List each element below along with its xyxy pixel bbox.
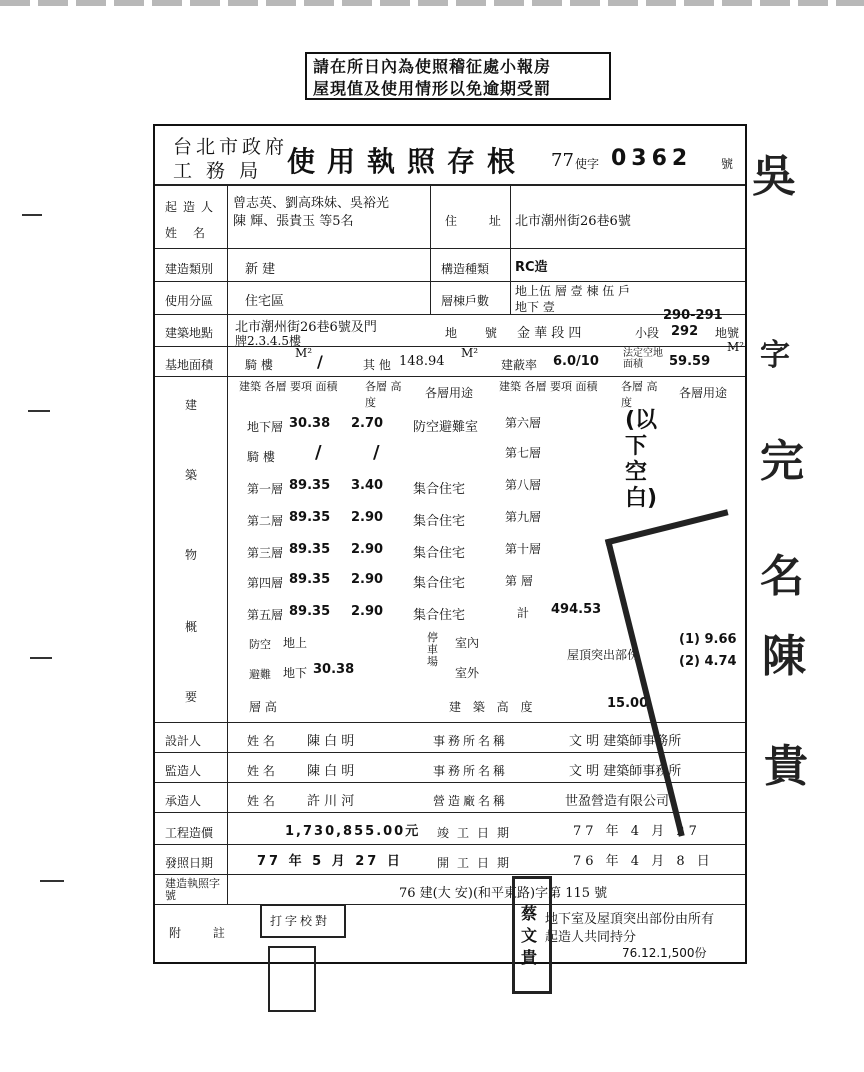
margin-tick bbox=[28, 410, 50, 412]
floor-area: 30.38 bbox=[289, 416, 331, 431]
designer-office-label: 事務所名稱 bbox=[433, 734, 509, 748]
margin-tick bbox=[22, 214, 42, 216]
lot-small-label: 小段 bbox=[635, 326, 660, 340]
contractor-company: 世盈營造有限公司 bbox=[565, 794, 670, 809]
building-height-label: 建 築 高 度 bbox=[449, 700, 537, 714]
floor-label-right: 第六層 bbox=[505, 416, 542, 430]
lot-section: 金 華 段 四 bbox=[517, 326, 582, 341]
m2-unit: M² bbox=[727, 340, 745, 354]
roof-value-2: (2) 4.74 bbox=[679, 654, 737, 669]
supervisor-label: 監造人 bbox=[165, 764, 202, 778]
col-head-height: 各層 高度 bbox=[365, 380, 402, 409]
shelter-below: 地下 bbox=[283, 666, 308, 680]
zone-label: 使用分區 bbox=[165, 294, 214, 308]
remark-line-1: 地下室及屋頂突出部份由所有 bbox=[545, 912, 715, 927]
legal-label: 法定空地面積 bbox=[623, 348, 663, 370]
m2-unit: M² bbox=[295, 346, 313, 360]
cost-label: 工程造價 bbox=[165, 826, 214, 840]
blank-note: (以下空白) bbox=[625, 408, 658, 511]
floor-use: 集合住宅 bbox=[413, 608, 466, 623]
floor-label: 第五層 bbox=[247, 608, 284, 622]
m2-unit: M² bbox=[461, 346, 479, 360]
parking-in: 室內 bbox=[455, 636, 480, 650]
official-seal-name: 蔡文貴 bbox=[521, 904, 538, 967]
seal-stamp bbox=[268, 946, 316, 1012]
address-value: 北市潮州街26巷6號 bbox=[515, 214, 631, 229]
floor-use: 防空避難室 bbox=[413, 420, 479, 435]
floor-label: 騎 樓 bbox=[247, 450, 275, 464]
floors-label: 層棟戶數 bbox=[441, 294, 490, 308]
permit-label: 建造執照字號 bbox=[165, 877, 220, 902]
floor-height: / bbox=[373, 442, 380, 463]
section-char: 建 bbox=[185, 398, 198, 412]
legal-value: 59.59 bbox=[669, 354, 711, 369]
designer-name-label: 姓 名 bbox=[247, 734, 275, 748]
scan-top-edge bbox=[0, 0, 864, 6]
floor-label: 地下層 bbox=[247, 420, 284, 434]
floor-label: 第三層 bbox=[247, 546, 284, 560]
structure-label: 構造種類 bbox=[441, 262, 490, 276]
floor-label-right: 第九層 bbox=[505, 510, 542, 524]
contractor-label: 承造人 bbox=[165, 794, 202, 808]
notice-box bbox=[305, 52, 611, 100]
designer-office: 文 明 建築師事務所 bbox=[569, 734, 682, 749]
floor-height: 2.90 bbox=[351, 604, 384, 619]
org-line-2: 工 務 局 bbox=[173, 160, 263, 182]
remark-label: 附 註 bbox=[169, 926, 239, 940]
total-label: 計 bbox=[517, 606, 530, 620]
lot-number-1: 290-291 bbox=[663, 308, 723, 323]
other-value: 148.94 bbox=[399, 354, 445, 369]
supervisor-name: 陳 白 明 bbox=[307, 764, 355, 779]
official-seal bbox=[512, 876, 552, 994]
contractor-co-label: 營造廠名稱 bbox=[433, 794, 509, 808]
floor-label-right: 第八層 bbox=[505, 478, 542, 492]
contractor-name: 許 川 河 bbox=[307, 794, 355, 809]
org-line-1: 台北市政府 bbox=[173, 136, 289, 158]
floor-area: 89.35 bbox=[289, 572, 331, 587]
col-head-use: 各層用途 bbox=[425, 386, 474, 400]
area-label: 基地面積 bbox=[165, 358, 214, 372]
section-char: 要 bbox=[185, 690, 198, 704]
floor-label: 第二層 bbox=[247, 514, 284, 528]
building-height-value: 15.00 bbox=[607, 696, 649, 711]
floor-height: 2.70 bbox=[351, 416, 384, 431]
applicant-names-1: 曾志英、劉高珠妹、吳裕光 bbox=[233, 196, 390, 211]
build-type-value: 新 建 bbox=[245, 262, 276, 277]
col-head-height-right: 各層 高度 bbox=[621, 380, 658, 409]
roof-label: 屋頂突出部份 bbox=[567, 648, 640, 662]
shelter-label: 防空避難 bbox=[249, 638, 271, 681]
applicant-name-label: 姓名 bbox=[165, 226, 222, 240]
side-char: 吳 bbox=[752, 151, 796, 202]
issue-date: 77 年 5 月 27 日 bbox=[257, 854, 403, 869]
section-char: 概 bbox=[185, 620, 198, 634]
completion-date: 77 年 4 月 27 bbox=[573, 824, 701, 839]
margin-tick bbox=[30, 657, 52, 659]
applicant-names-2: 陳 輝、張貴玉 等5名 bbox=[233, 214, 354, 229]
print-run: 76.12.1,500份 bbox=[622, 946, 707, 960]
permit-zi: 使字 bbox=[575, 157, 600, 171]
completion-label: 竣工日期 bbox=[437, 826, 518, 840]
col-head-area: 建築 各層 要項 面積 bbox=[239, 380, 338, 393]
permit-hao: 號 bbox=[721, 157, 734, 171]
start-label: 開工日期 bbox=[437, 856, 518, 870]
section-char: 築 bbox=[185, 468, 198, 482]
permit-value: 76 建(大 安)(和平東路)字第 115 號 bbox=[399, 886, 608, 901]
ratio-label: 建蔽率 bbox=[501, 358, 538, 372]
ratio-value: 6.0/10 bbox=[553, 354, 599, 369]
site-line-2: 牌2.3.4.5樓 bbox=[235, 334, 301, 348]
start-date: 76 年 4 月 8 日 bbox=[573, 854, 714, 869]
permit-number: 0362 bbox=[611, 146, 693, 171]
floor-use: 集合住宅 bbox=[413, 482, 466, 497]
side-char: 名 bbox=[760, 551, 804, 602]
floor-use: 集合住宅 bbox=[413, 514, 466, 529]
structure-value: RC造 bbox=[515, 260, 548, 275]
side-char: 完 bbox=[760, 436, 804, 487]
storey-height-label: 層 高 bbox=[249, 700, 277, 714]
other-label: 其 他 bbox=[363, 358, 391, 372]
floors-line-2: 地下 壹 bbox=[515, 300, 555, 314]
floor-label-right: 第十層 bbox=[505, 542, 542, 556]
floor-height: 2.90 bbox=[351, 510, 384, 525]
qilou-label: 騎 樓 bbox=[245, 358, 273, 372]
parking-label: 停車場 bbox=[427, 631, 438, 668]
total-value: 494.53 bbox=[551, 602, 602, 617]
site-label: 建築地點 bbox=[165, 326, 214, 340]
floor-area: 89.35 bbox=[289, 542, 331, 557]
proofread-stamp-text: 打字校對 bbox=[270, 914, 331, 928]
notice-line-1: 請在所日內為使照稽征處小報房 bbox=[313, 57, 552, 76]
floor-label-right: 第七層 bbox=[505, 446, 542, 460]
site-line-1: 北市潮州街26巷6號及門 bbox=[235, 320, 377, 335]
col-head-use-right: 各層用途 bbox=[679, 386, 728, 400]
floors-line-1: 地上伍 層 壹 棟 伍 戶 bbox=[515, 284, 631, 298]
issue-label: 發照日期 bbox=[165, 856, 214, 870]
side-char: 陳 bbox=[762, 631, 806, 682]
lot-hao: 地號 bbox=[715, 326, 740, 340]
applicant-label: 起造人 bbox=[165, 200, 220, 214]
floor-height: 3.40 bbox=[351, 478, 384, 493]
shelter-below-value: 30.38 bbox=[313, 662, 355, 677]
designer-label: 設計人 bbox=[165, 734, 202, 748]
supervisor-office: 文 明 建築師事務所 bbox=[569, 764, 682, 779]
floor-label: 第四層 bbox=[247, 576, 284, 590]
lot-label: 地 號 bbox=[445, 326, 509, 340]
contractor-name-label: 姓 名 bbox=[247, 794, 275, 808]
build-type-label: 建造類別 bbox=[165, 262, 214, 276]
designer-name: 陳 白 明 bbox=[307, 734, 355, 749]
side-char: 貴 bbox=[764, 741, 808, 792]
floor-area: 89.35 bbox=[289, 510, 331, 525]
proofread-stamp bbox=[260, 904, 346, 938]
section-char: 物 bbox=[185, 548, 198, 562]
side-char: 字 bbox=[760, 338, 790, 373]
floor-height: 2.90 bbox=[351, 542, 384, 557]
floor-label-right: 第 層 bbox=[505, 574, 533, 588]
notice-line-2: 屋現值及使用情形以免逾期受罰 bbox=[313, 79, 552, 98]
qilou-value: / bbox=[317, 352, 323, 371]
floor-area: 89.35 bbox=[289, 604, 331, 619]
cost-value: 1,730,855.00元 bbox=[285, 824, 421, 839]
floor-use: 集合住宅 bbox=[413, 546, 466, 561]
floor-area: 89.35 bbox=[289, 478, 331, 493]
col-head-area-right: 建築 各層 要項 面積 bbox=[499, 380, 598, 393]
roof-value-1: (1) 9.66 bbox=[679, 632, 737, 647]
floor-area: / bbox=[315, 442, 322, 463]
permit-year: 77 bbox=[551, 150, 574, 171]
floor-label: 第一層 bbox=[247, 482, 284, 496]
address-label: 住 址 bbox=[445, 214, 515, 228]
supervisor-office-label: 事務所名稱 bbox=[433, 764, 509, 778]
floor-height: 2.90 bbox=[351, 572, 384, 587]
shelter-above: 地上 bbox=[283, 636, 308, 650]
floor-use: 集合住宅 bbox=[413, 576, 466, 591]
remark-line-2: 起造人共同持分 bbox=[545, 930, 637, 945]
supervisor-name-label: 姓 名 bbox=[247, 764, 275, 778]
margin-tick bbox=[40, 880, 64, 882]
zone-value: 住宅區 bbox=[245, 294, 285, 309]
lot-number-2: 292 bbox=[671, 324, 699, 339]
form-title: 使用執照存根 bbox=[287, 145, 528, 178]
parking-out: 室外 bbox=[455, 666, 480, 680]
